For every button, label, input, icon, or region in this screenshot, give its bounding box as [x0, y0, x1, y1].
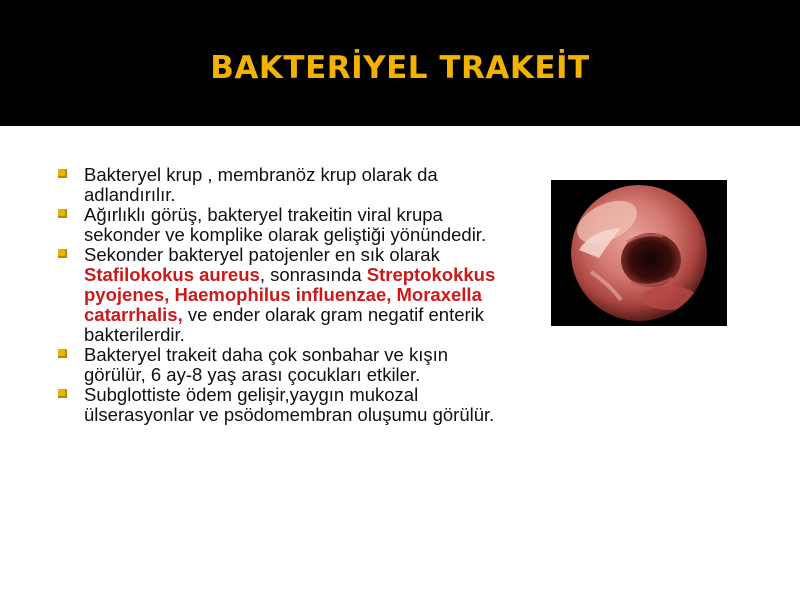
square-bullet-icon [58, 349, 67, 358]
bullet-text: Ağırlıklı görüş, bakteryel trakeitin viral krupa sekonder ve komplike olarak geliştiği yönündedir. [84, 204, 487, 245]
endoscopy-image [551, 180, 727, 326]
pathogen-names: Streptokokkus pyojenes, Haemophilus influenzae, Moraxella catarrhalis, [84, 264, 496, 325]
bullet-text: , sonrasında [259, 264, 367, 285]
square-bullet-icon [58, 209, 67, 218]
slide-title: BAKTERİYEL TRAKEİT [210, 50, 590, 86]
title-bar [0, 0, 800, 126]
bullet-text: Sekonder bakteryel patojenler en sık olarak [84, 244, 440, 265]
bullet-text: Bakteryel trakeit daha çok sonbahar ve kışın görülür, 6 ay-8 yaş arası çocukları etkiler. [84, 344, 449, 385]
square-bullet-icon [58, 389, 67, 398]
bullet-text: Subglottiste ödem gelişir,yaygın mukozal ülserasyonlar ve psödomembran oluşumu görülür. [84, 384, 495, 425]
bullet-item [57, 385, 502, 425]
bullet-item [57, 205, 502, 245]
pathogen-name: Stafilokokus aureus [84, 264, 260, 285]
square-bullet-icon [58, 169, 67, 178]
bullet-list [57, 165, 502, 425]
bullet-item [57, 165, 502, 205]
square-bullet-icon [58, 249, 67, 258]
bullet-item [57, 245, 502, 345]
bullet-text: Bakteryel krup , membranöz krup olarak da adlandırılır. [84, 164, 438, 205]
endoscopy-illustration [551, 180, 727, 326]
bullet-item [57, 345, 502, 385]
bullet-text: ve ender olarak gram negatif enterik bakterilerdir. [84, 304, 485, 345]
